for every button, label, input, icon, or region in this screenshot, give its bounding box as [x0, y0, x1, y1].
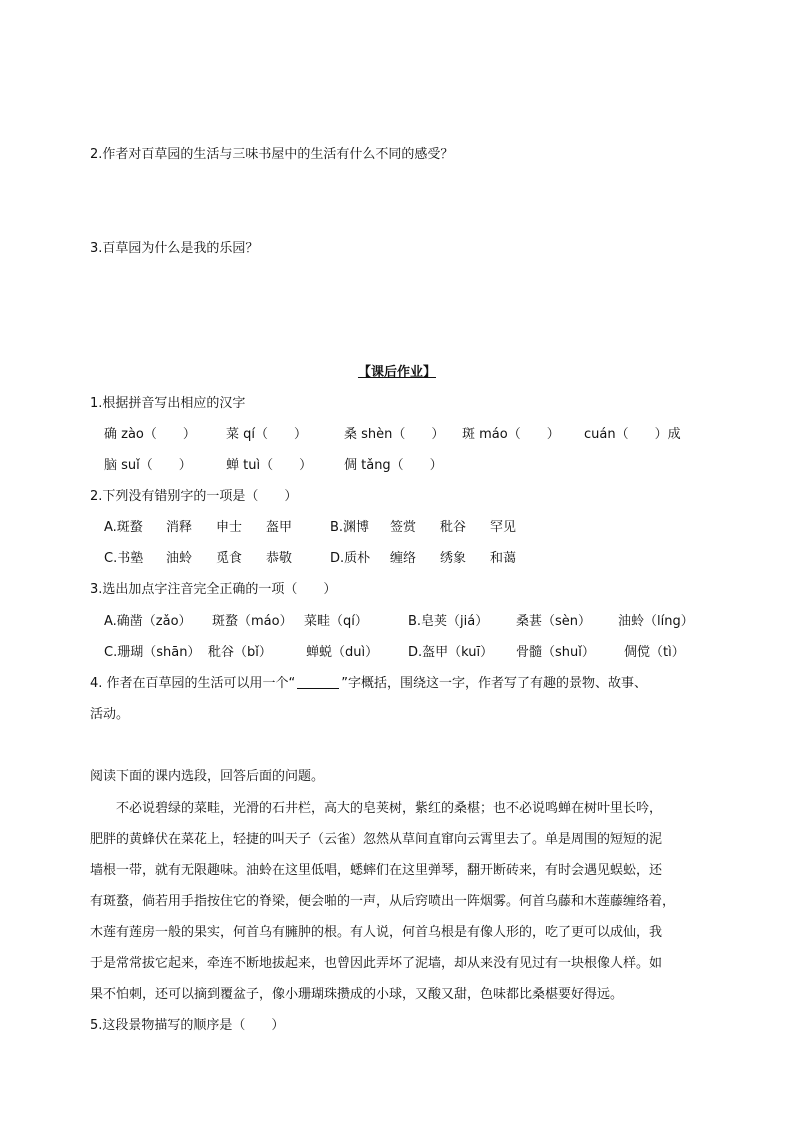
hw4-line1 [90, 675, 647, 693]
option-word: 秕谷（bǐ） [208, 645, 272, 660]
option-word: B.皂荚（jiá） [408, 614, 489, 629]
reading-intro: 阅读下面的课内选段，回答后面的问题。 [90, 769, 325, 784]
option-word: 觅食 [216, 551, 243, 566]
option-word: 消释 [166, 520, 193, 535]
option-word: 油蛉 [166, 551, 193, 566]
option-word: B.渊博 [330, 520, 370, 535]
option-word: C.书塾 [104, 551, 144, 566]
option-word: 油蛉（líng） [618, 614, 694, 629]
option-word: 申士 [216, 520, 243, 535]
fill-blank [297, 675, 339, 689]
passage-line: 木莲有莲房一般的果实，何首乌有臃肿的根。有人说，何首乌根是有像人形的，吃了更可以成仙，我 [90, 925, 663, 940]
hw4-line2: 活动。 [90, 707, 130, 722]
option-word: 盔甲 [266, 520, 293, 535]
option-word: 签赏 [390, 520, 417, 535]
pinyin-item: 斑 máo（ ） [462, 427, 560, 442]
hw1-title: 1.根据拼音写出相应的汉字 [90, 396, 246, 411]
option-word: 蝉蜕（duì） [306, 645, 379, 660]
pinyin-item: 确 zào（ ） [104, 427, 196, 442]
hw3-title: 3.选出加点字注音完全正确的一项（ ） [90, 582, 337, 597]
option-word: A.斑蝥 [104, 520, 143, 535]
pinyin-item: 倜 tǎng（ ） [344, 458, 443, 473]
passage-line: 于是常常拔它起来，牵连不断地拔起来，也曾因此弄坏了泥墙，却从来没有见过有一块根像人样。如 [90, 956, 663, 971]
option-word: C.珊瑚（shān） [104, 645, 201, 660]
passage-line: 肥胖的黄蜂伏在菜花上，轻捷的叫天子（云雀）忽然从草间直窜向云霄里去了。单是周围的短短的泥 [90, 832, 663, 847]
option-word: 桑葚（sèn） [516, 614, 592, 629]
hw4-text-after: ”字概括，围绕这一字，作者写了有趣的景物、故事、 [341, 676, 648, 691]
option-word: 罕见 [490, 520, 517, 535]
option-word: D.质朴 [330, 551, 371, 566]
passage-line: 果不怕刺，还可以摘到覆盆子，像小珊瑚珠攒成的小球，又酸又甜，色味都比桑椹要好得远。 [90, 987, 624, 1002]
option-word: 恭敬 [266, 551, 293, 566]
option-word: 骨髓（shuǐ） [516, 645, 595, 660]
hw2-title: 2.下列没有错别字的一项是（ ） [90, 489, 298, 504]
reading-passage [90, 793, 710, 1010]
pinyin-item: 菜 qí（ ） [226, 427, 307, 442]
option-word: 斑蝥（máo） [212, 614, 293, 629]
question-2-text: 2.作者对百草园的生活与三味书屋中的生活有什么不同的感受？ [90, 147, 454, 162]
pinyin-item: 桑 shèn（ ） [344, 427, 445, 442]
option-word: A.确凿（zǎo） [104, 614, 192, 629]
pinyin-item: 脑 suǐ（ ） [104, 458, 192, 473]
option-word: 缠络 [390, 551, 417, 566]
passage-line: 有斑蝥，倘若用手指按住它的脊梁，便会啪的一声，从后窍喷出一阵烟雾。何首乌藤和木莲藤缠络着， [90, 894, 676, 909]
option-word: 绣象 [440, 551, 467, 566]
passage-line: 墙根一带，就有无限趣味。油蛉在这里低唱，蟋蟀们在这里弹琴，翻开断砖来，有时会遇见蜈蚣，还 [90, 863, 663, 878]
pinyin-item: 蝉 tuì（ ） [226, 458, 313, 473]
option-word: 秕谷 [440, 520, 467, 535]
section-heading: 【课后作业】 [357, 365, 436, 380]
option-word: 倜傥（tì） [624, 645, 685, 660]
option-word: D.盔甲（kuī） [408, 645, 494, 660]
question-3-text: 3.百草园为什么是我的乐园？ [90, 241, 259, 256]
hw4-text-before: 4. 作者在百草园的生活可以用一个“ [90, 676, 296, 691]
option-word: 菜畦（qí） [304, 614, 368, 629]
pinyin-item: cuán（ ）成 [584, 427, 681, 442]
question-5-text: 5.这段景物描写的顺序是（ ） [90, 1018, 285, 1033]
passage-line: 不必说碧绿的菜畦，光滑的石井栏，高大的皂荚树，紫红的桑椹；也不必说鸣蝉在树叶里长吟， [90, 801, 663, 816]
option-word: 和蔼 [490, 551, 517, 566]
